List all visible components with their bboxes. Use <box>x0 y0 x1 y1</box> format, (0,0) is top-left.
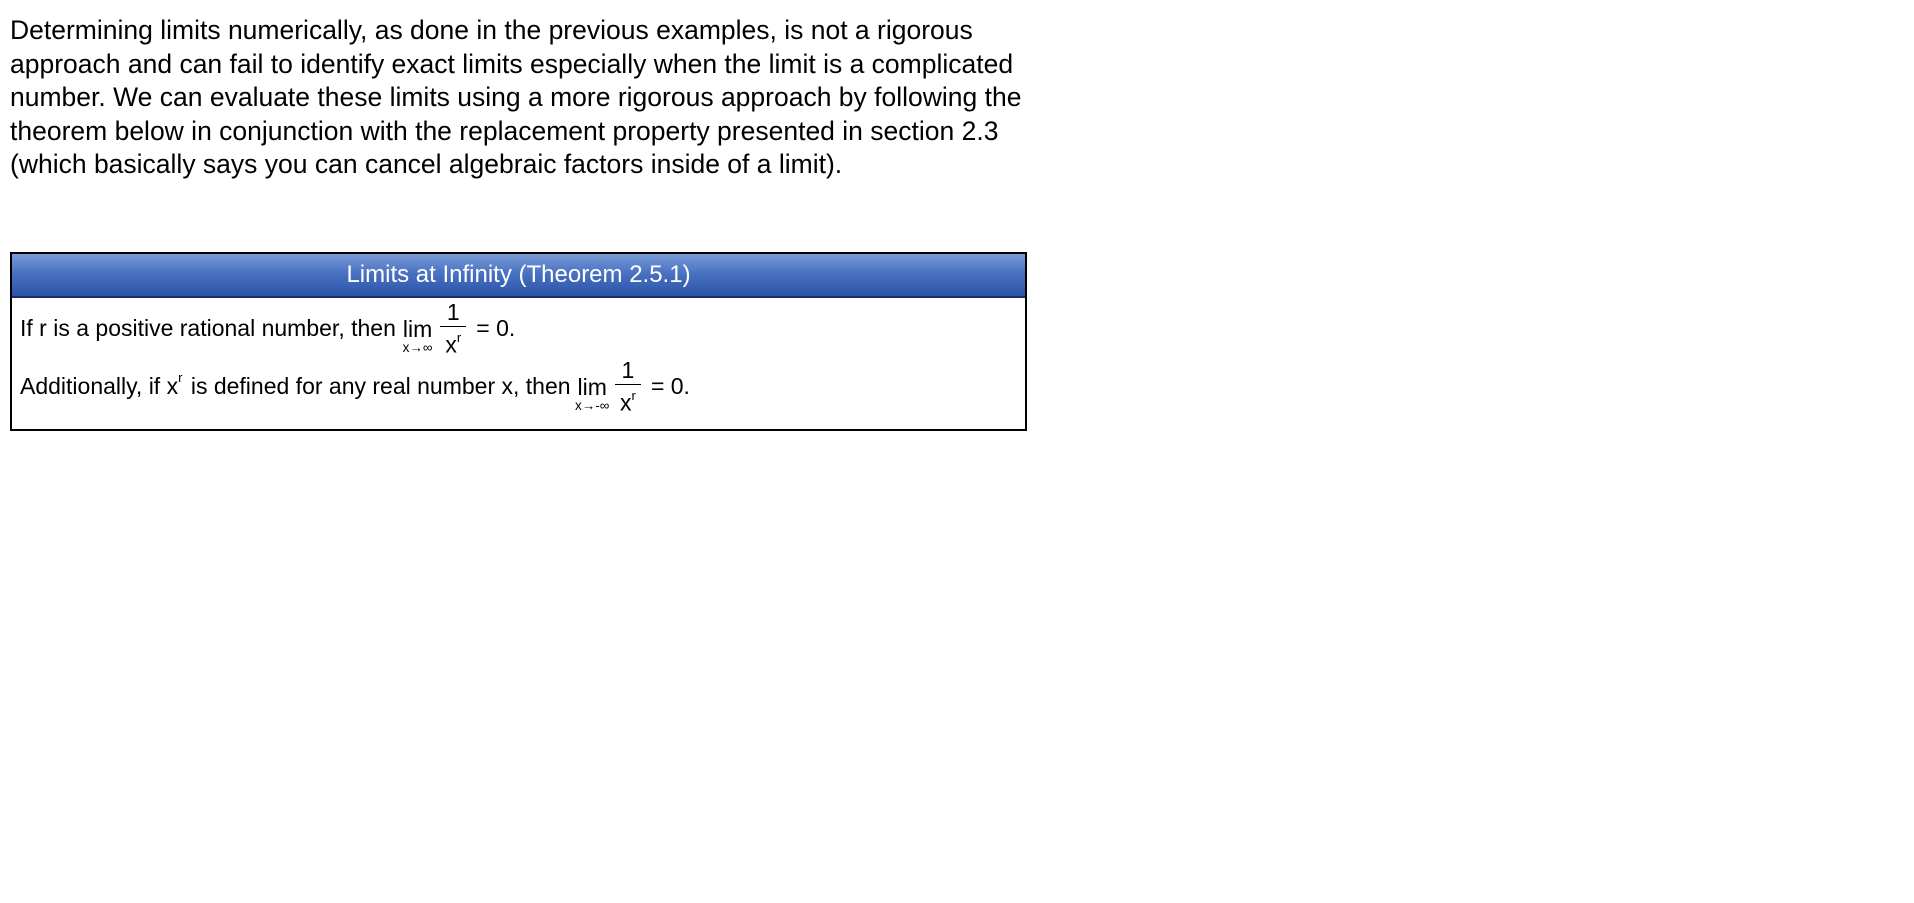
statement-2-result: = 0. <box>650 373 690 400</box>
lim-subscript-1: x→∞ <box>402 339 433 355</box>
theorem-box <box>10 252 1027 431</box>
fraction-1-den-exponent: r <box>456 330 462 345</box>
intro-paragraph: Determining limits numerically, as done in the previous examples, is not a rigorous approach and can fail to identify exact limits especially when the limit is a complicated number. We can evaluate these limits using a more rigorous approach by following the theorem below in conjunction with the replacement property presented in section 2.3 (which basically says you can cancel algebraic factors inside of a limit). <box>10 15 1022 180</box>
lim-label-2: lim <box>577 373 607 400</box>
statement-2-text-a: Additionally, if x <box>20 373 179 400</box>
lim-subscript-2: x→-∞ <box>575 397 610 413</box>
fraction-2 <box>615 358 641 416</box>
fraction-2-den-exponent: r <box>631 388 636 403</box>
statement-1-result: = 0. <box>476 315 516 342</box>
fraction-2-den-base: x <box>620 389 632 416</box>
fraction-2-denominator <box>620 385 636 416</box>
lim-label-1: lim <box>402 315 433 342</box>
fraction-2-numerator: 1 <box>615 358 641 385</box>
statement-2-text-b: is defined for any real number x, then <box>184 373 571 400</box>
theorem-statement-1 <box>20 300 515 358</box>
fraction-1-denominator <box>445 327 461 358</box>
fraction-1-den-base: x <box>445 331 457 358</box>
statement-1-text: If r is a positive rational number, then <box>20 315 396 342</box>
statement-2-inline-exponent: r <box>178 370 183 386</box>
limit-operator-1 <box>402 315 433 355</box>
limit-operator-2 <box>575 373 610 413</box>
theorem-statement-2 <box>20 358 690 416</box>
fraction-1 <box>440 300 466 358</box>
fraction-1-numerator: 1 <box>440 300 466 327</box>
theorem-title: Limits at Infinity (Theorem 2.5.1) <box>12 254 1025 298</box>
